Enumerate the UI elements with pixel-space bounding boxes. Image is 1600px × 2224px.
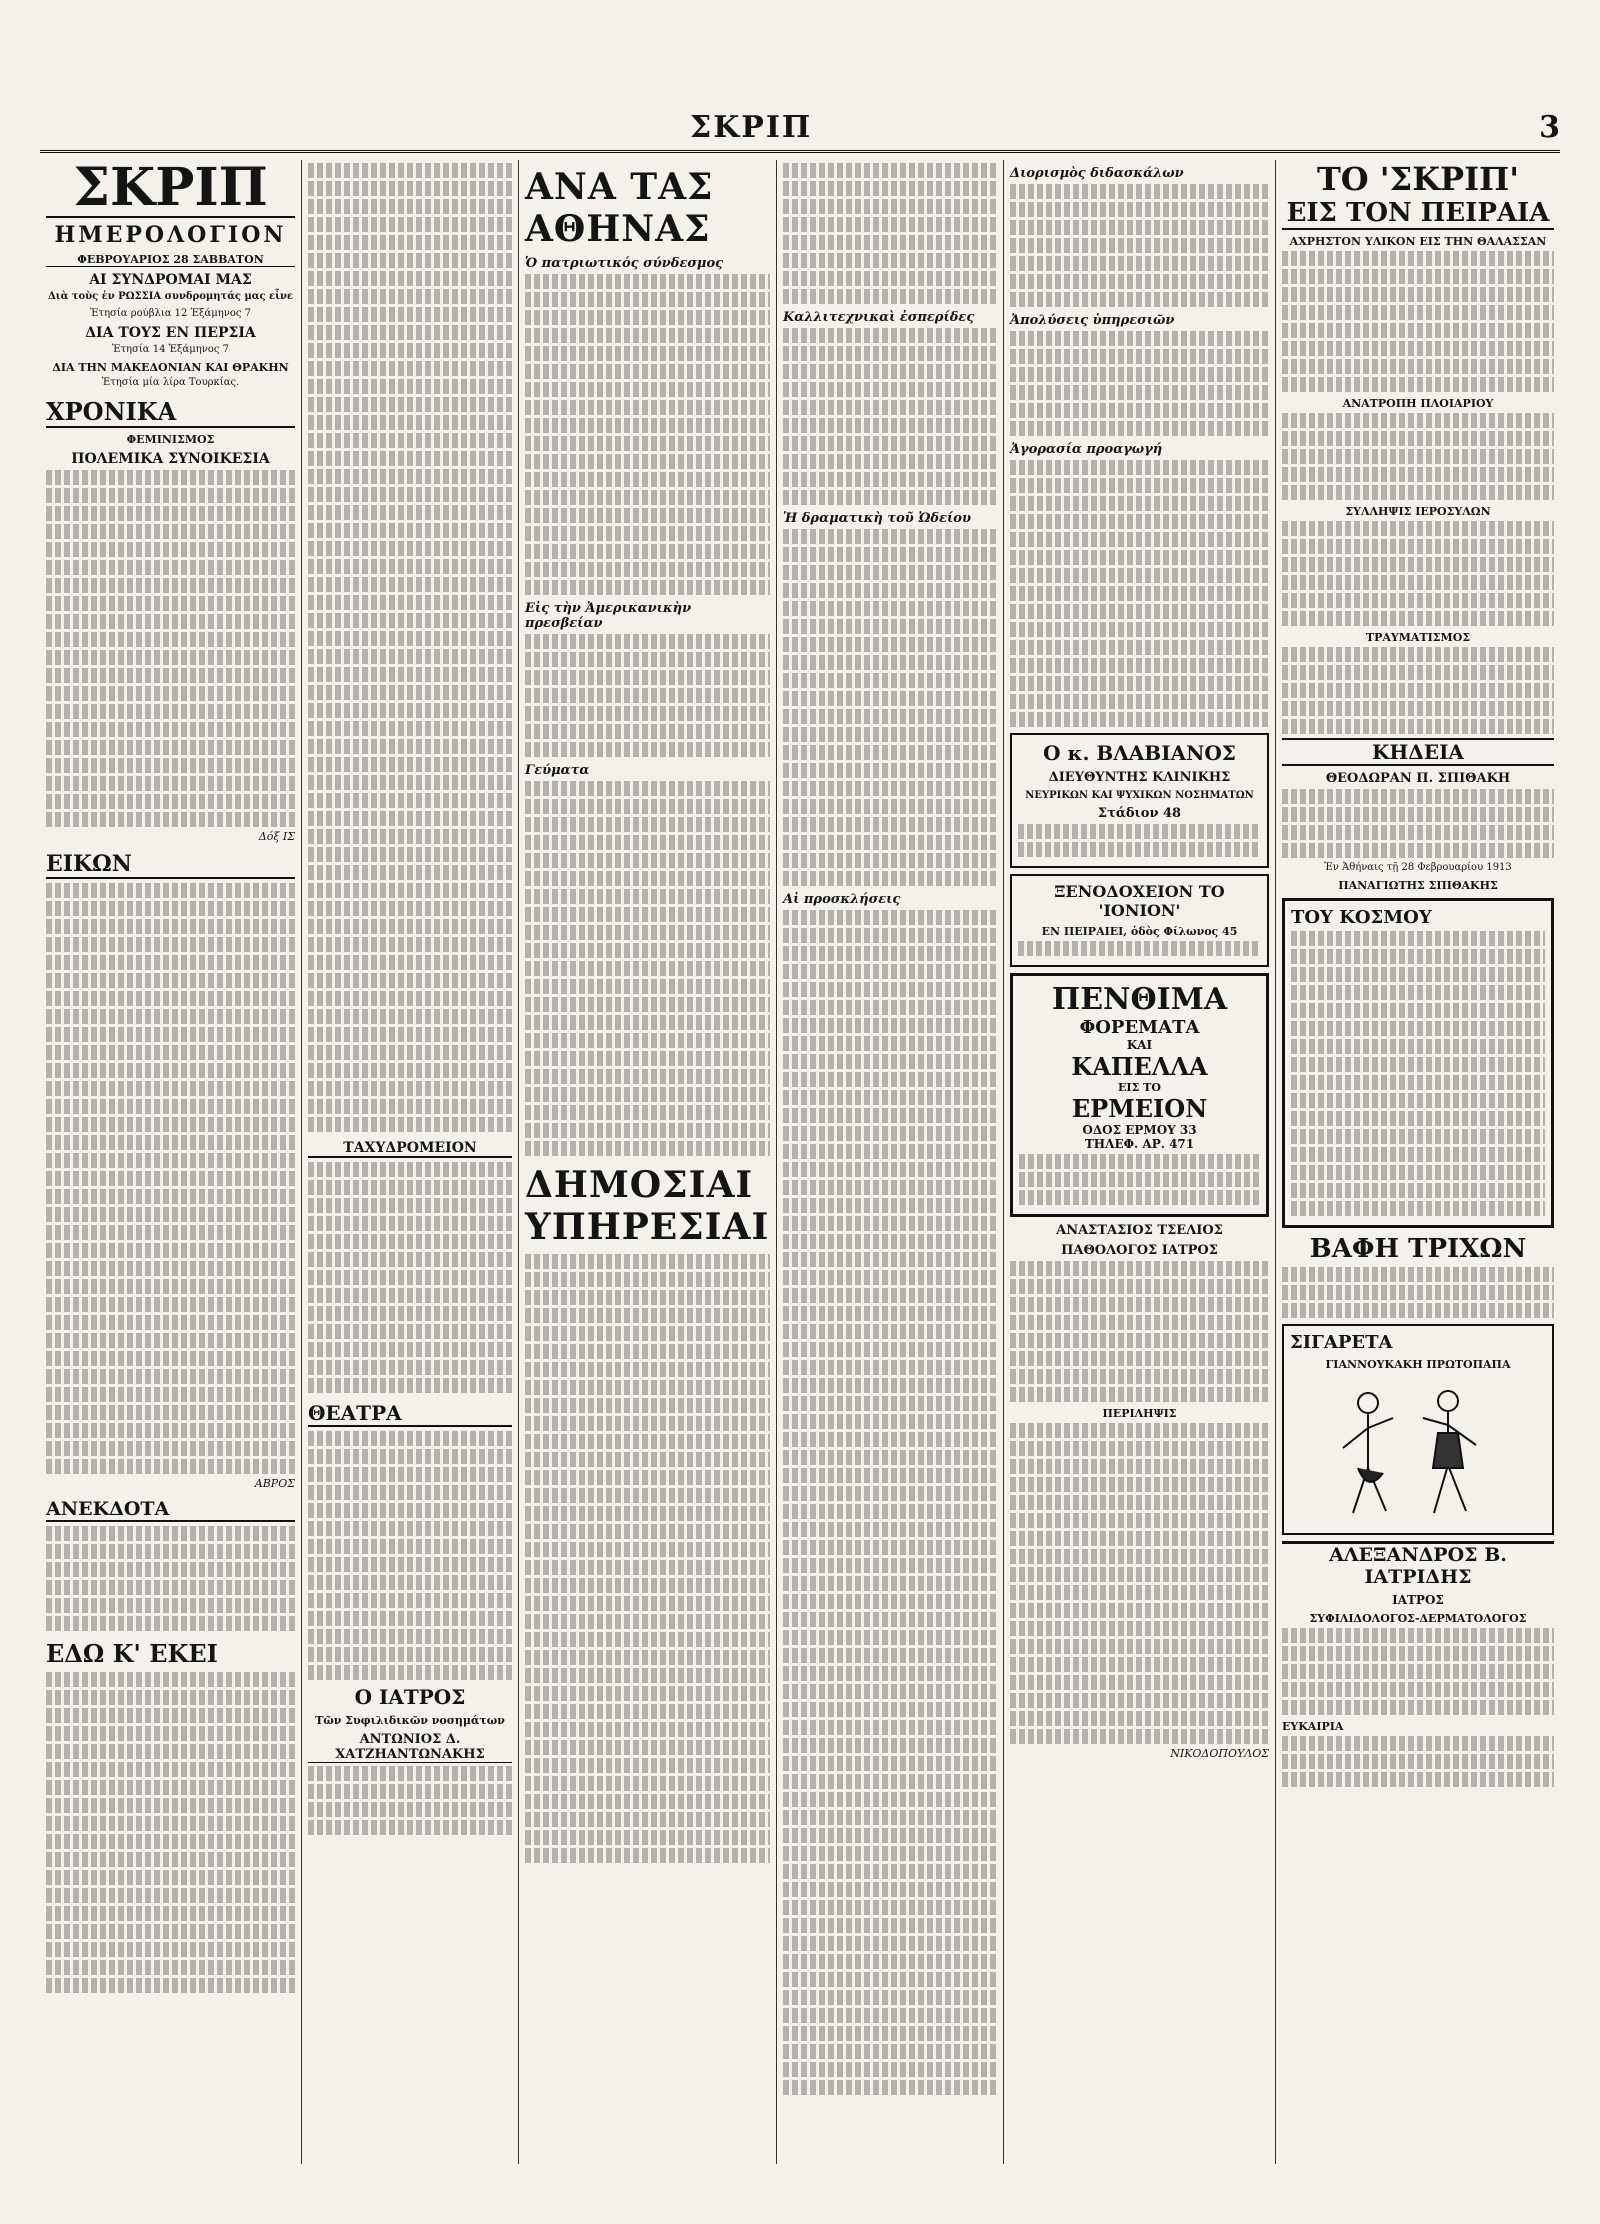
article-text <box>46 470 295 827</box>
masthead-rule <box>40 150 1560 153</box>
col5-sub-2: Ἀπολύσεις ὑπηρεσιῶν <box>1010 313 1175 328</box>
article-text <box>1282 789 1554 858</box>
cigarette-heading: ΣΙΓΑΡΕΤΑ <box>1290 1332 1393 1353</box>
edo-heading: ΕΔΩ Κ' ΕΚΕΙ <box>46 1639 218 1668</box>
subs-heading: ΑΙ ΣΥΝΔΡΟΜΑΙ ΜΑΣ <box>89 272 252 288</box>
column-3 <box>519 160 777 2164</box>
athens-sub-5: Ἡ δραματικὴ τοῦ Ὠδείου <box>783 511 971 526</box>
article-text <box>525 634 770 757</box>
article-text <box>783 163 997 304</box>
vlavianos-address: Στάδιον 48 <box>1097 806 1182 821</box>
article-text <box>783 529 997 886</box>
masthead-title: ΣΚΡΙΠ <box>690 110 813 145</box>
piraeus-title: ΤΟ 'ΣΚΡΙΠ' <box>1316 160 1520 198</box>
article-text <box>1282 251 1554 392</box>
ad-vlavianos <box>1010 733 1269 868</box>
article-text <box>525 274 770 595</box>
subs-russia: Διὰ τοὺς ἐν ΡΩΣΣΙΑ συνδρομητάς μας εἶνε <box>47 291 293 302</box>
piraeus-sub-4: ΤΡΑΥΜΑΤΙΣΜΟΣ <box>1365 631 1471 644</box>
ad-phone: ΤΗΛΕΦ. ΑΡ. 471 <box>1084 1137 1195 1151</box>
article-text <box>1010 460 1269 727</box>
article-text <box>783 910 997 2095</box>
ad-address: ΟΔΟΣ ΕΡΜΟΥ 33 <box>1082 1123 1197 1137</box>
article-text <box>783 328 997 505</box>
tselios-title: ΠΑΘΟΛΟΓΟΣ ΙΑΤΡΟΣ <box>1061 1243 1218 1258</box>
piraeus-sub-2: ΑΝΑΤΡΟΠΗ ΠΛΟΙΑΡΙΟΥ <box>1342 397 1494 410</box>
ad-hotel <box>1010 874 1269 967</box>
hotel-address: ΕΝ ΠΕΙΡΑΙΕΙ, ὁδὸς Φίλωνος 45 <box>1041 925 1238 938</box>
calendar-date: ΦΕΒΡΟΥΑΡΙΟΣ 28 ΣΑΒΒΑΤΟΝ <box>46 253 295 267</box>
col5-sub-1: Διορισμὸς διδασκάλων <box>1010 166 1184 181</box>
tselios-name: ΑΝΑΣΤΑΣΙΟΣ ΤΣΕΛΙΟΣ <box>1056 1223 1223 1238</box>
column-6 <box>1276 160 1560 2164</box>
cigarette-brand: ΓΙΑΝΝΟΥΚΑΚΗ ΠΡΩΤΟΠΑΠΑ <box>1325 1358 1511 1371</box>
eukairia-heading: ΕΥΚΑΙΡΙΑ <box>1282 1720 1344 1733</box>
column-2 <box>302 160 519 2164</box>
subs-persia-price: Ἐτησία 14 Ἑξάμηνος 7 <box>111 344 230 355</box>
article-text <box>1282 1267 1554 1318</box>
eikon-heading: ΕΙΚΩΝ <box>46 851 295 879</box>
article-text <box>1010 1423 1269 1744</box>
ad-penthima: ΠΕΝΘΙΜΑ <box>1051 982 1228 1017</box>
skrip-logo: ΣΚΡΙΠ <box>46 160 295 218</box>
column-5 <box>1004 160 1276 2164</box>
public-services-headline: ΔΗΜΟΣΙΑΙ ΥΠΗΡΕΣΙΑΙ <box>525 1164 770 1248</box>
col5-sub-3: Ἀγορασία προαγωγή <box>1010 442 1163 457</box>
ad-ermeion: ΕΡΜΕΙΟΝ <box>1071 1094 1208 1123</box>
chronika-heading: ΧΡΟΝΙΚΑ <box>46 397 295 428</box>
polemika-heading: ΠΟΛΕΜΙΚΑ ΣΥΝΟΙΚΕΣΙΑ <box>71 451 270 467</box>
iatros-name: ΑΝΤΩΝΙΟΣ Δ. ΧΑΤΖΗΑΝΤΩΝΑΚΗΣ <box>308 1732 512 1763</box>
article-text <box>1010 1261 1269 1402</box>
funeral-deceased: ΘΕΟΔΩΡΑΝ Π. ΣΠΙΘΑΚΗ <box>1325 771 1511 786</box>
iatridis-title: ΙΑΤΡΟΣ <box>1392 1593 1444 1607</box>
piraeus-sub-1: ΑΧΡΗΣΤΟΝ ΥΛΙΚΟΝ ΕΙΣ ΤΗΝ ΘΑΛΑΣΣΑΝ <box>1289 235 1547 248</box>
cigarette-ad <box>1282 1324 1554 1535</box>
athens-sub-3: Γεύματα <box>525 763 590 778</box>
iatros-heading: Ο ΙΑΤΡΟΣ <box>354 1685 466 1709</box>
hotel-name: ΞΕΝΟΔΟΧΕΙΟΝ ΤΟ 'ΙΟΝΙΟΝ' <box>1054 882 1225 920</box>
post-heading: ΤΑΧΥΔΡΟΜΕΙΟΝ <box>308 1140 512 1158</box>
ad-kai: ΚΑΙ <box>1126 1038 1153 1052</box>
theatra-heading: ΘΕΑΤΡΑ <box>308 1401 512 1427</box>
signature-1: Δόξ ΙΣ <box>258 830 295 843</box>
article-text <box>46 1526 295 1631</box>
article-text <box>1282 521 1554 626</box>
article-text <box>1282 647 1554 734</box>
article-text <box>46 1672 295 1993</box>
article-text <box>308 1766 512 1835</box>
athens-sub-2: Εἰς τὴν Ἀμερικανικὴν πρεσβείαν <box>525 601 692 631</box>
column-4 <box>777 160 1004 2164</box>
piraeus-sub-3: ΣΥΛΛΗΨΙΣ ΙΕΡΟΣΥΛΩΝ <box>1345 505 1491 518</box>
athens-sub-4: Καλλιτεχνικαὶ ἐσπερίδες <box>783 310 975 325</box>
funeral-heading: ΚΗΔΕΙΑ <box>1282 738 1554 766</box>
ad-eis-to: ΕΙΣ ΤΟ <box>1118 1081 1161 1094</box>
iatros-subheading: Τῶν Συφιλιδικῶν νοσημάτων <box>315 1714 505 1727</box>
perilipsi-heading: ΠΕΡΙΛΗΨΙΣ <box>1102 1407 1177 1420</box>
vlavianos-specialty: ΝΕΥΡΙΚΩΝ ΚΑΙ ΨΥΧΙΚΩΝ ΝΟΣΗΜΑΤΩΝ <box>1025 790 1254 801</box>
subs-macedonia: ΔΙΑ ΤΗΝ ΜΑΚΕΔΟΝΙΑΝ ΚΑΙ ΘΡΑΚΗΝ <box>52 361 289 374</box>
iatridis-name: ΑΛΕΞΑΝΔΡΟΣ Β. ΙΑΤΡΙΔΗΣ <box>1282 1541 1554 1588</box>
athens-sub-1: Ὁ πατριωτικός σύνδεσμος <box>525 256 724 271</box>
article-text <box>1282 1736 1554 1787</box>
article-text <box>525 781 770 1156</box>
signature-2: ΑΒΡΟΣ <box>254 1477 295 1490</box>
hair-dye-heading: ΒΑΦΗ ΤΡΙΧΩΝ <box>1309 1234 1527 1264</box>
athens-sub-6: Αἱ προσκλήσεις <box>783 892 901 907</box>
article-text <box>525 1254 770 1863</box>
masthead <box>40 110 1560 150</box>
vlavianos-title: ΔΙΕΥΘΥΝΤΗΣ ΚΛΙΝΙΚΗΣ <box>1048 770 1231 785</box>
subs-macedonia-price: Ἐτησία μία λίρα Τουρκίας. <box>101 377 240 388</box>
article-text <box>46 883 295 1474</box>
article-text <box>1282 1628 1554 1715</box>
funeral-date: Ἐν Ἀθήναις τῇ 28 Φεβρουαρίου 1913 <box>1324 862 1512 873</box>
perilipsi-signer: ΝΙΚΟΔΟΠΟΥΛΟΣ <box>1170 1747 1269 1760</box>
kosmou-box <box>1282 898 1554 1228</box>
article-text <box>308 163 512 1132</box>
calendar-title: ΗΜΕΡΟΛΟΓΙΟΝ <box>54 222 287 248</box>
article-text <box>1010 184 1269 307</box>
athens-headline: ΑΝΑ ΤΑΣ ΑΘΗΝΑΣ <box>525 166 714 250</box>
anekdota-heading: ΑΝΕΚΔΟΤΑ <box>46 1498 295 1522</box>
article-text <box>1282 413 1554 500</box>
piraeus-subtitle: ΕΙΣ ΤΟΝ ΠΕΙΡΑΙΑ <box>1282 198 1554 230</box>
ad-foremata: ΦΟΡΕΜΑΤΑ <box>1079 1017 1200 1038</box>
dancers-illustration <box>1298 1373 1538 1523</box>
iatridis-specialty: ΣΥΦΙΛΙΔΟΛΟΓΟΣ-ΔΕΡΜΑΤΟΛΟΓΟΣ <box>1309 1612 1527 1625</box>
ad-kapella: ΚΑΠΕΛΛΑ <box>1071 1052 1208 1081</box>
column-1 <box>40 160 302 2164</box>
article-text <box>1010 331 1269 436</box>
subs-russia-price: Ἐτησία ρούβλια 12 Ἑξάμηνος 7 <box>90 308 251 319</box>
subs-persia: ΔΙΑ ΤΟΥΣ ΕΝ ΠΕΡΣΙΑ <box>85 325 256 341</box>
funeral-signers: ΠΑΝΑΓΙΩΤΗΣ ΣΠΙΘΑΚΗΣ <box>1338 879 1498 892</box>
page-number: 3 <box>1539 110 1560 145</box>
kosmou-heading: ΤΟΥ ΚΟΣΜΟΥ <box>1291 907 1432 928</box>
article-text <box>308 1162 512 1393</box>
article-text <box>308 1431 512 1680</box>
ad-mourning-dresses <box>1010 973 1269 1217</box>
vlavianos-name: Ο κ. ΒΛΑΒΙΑΝΟΣ <box>1043 741 1236 765</box>
feminism-heading: ΦΕΜΙΝΙΣΜΟΣ <box>126 433 215 446</box>
